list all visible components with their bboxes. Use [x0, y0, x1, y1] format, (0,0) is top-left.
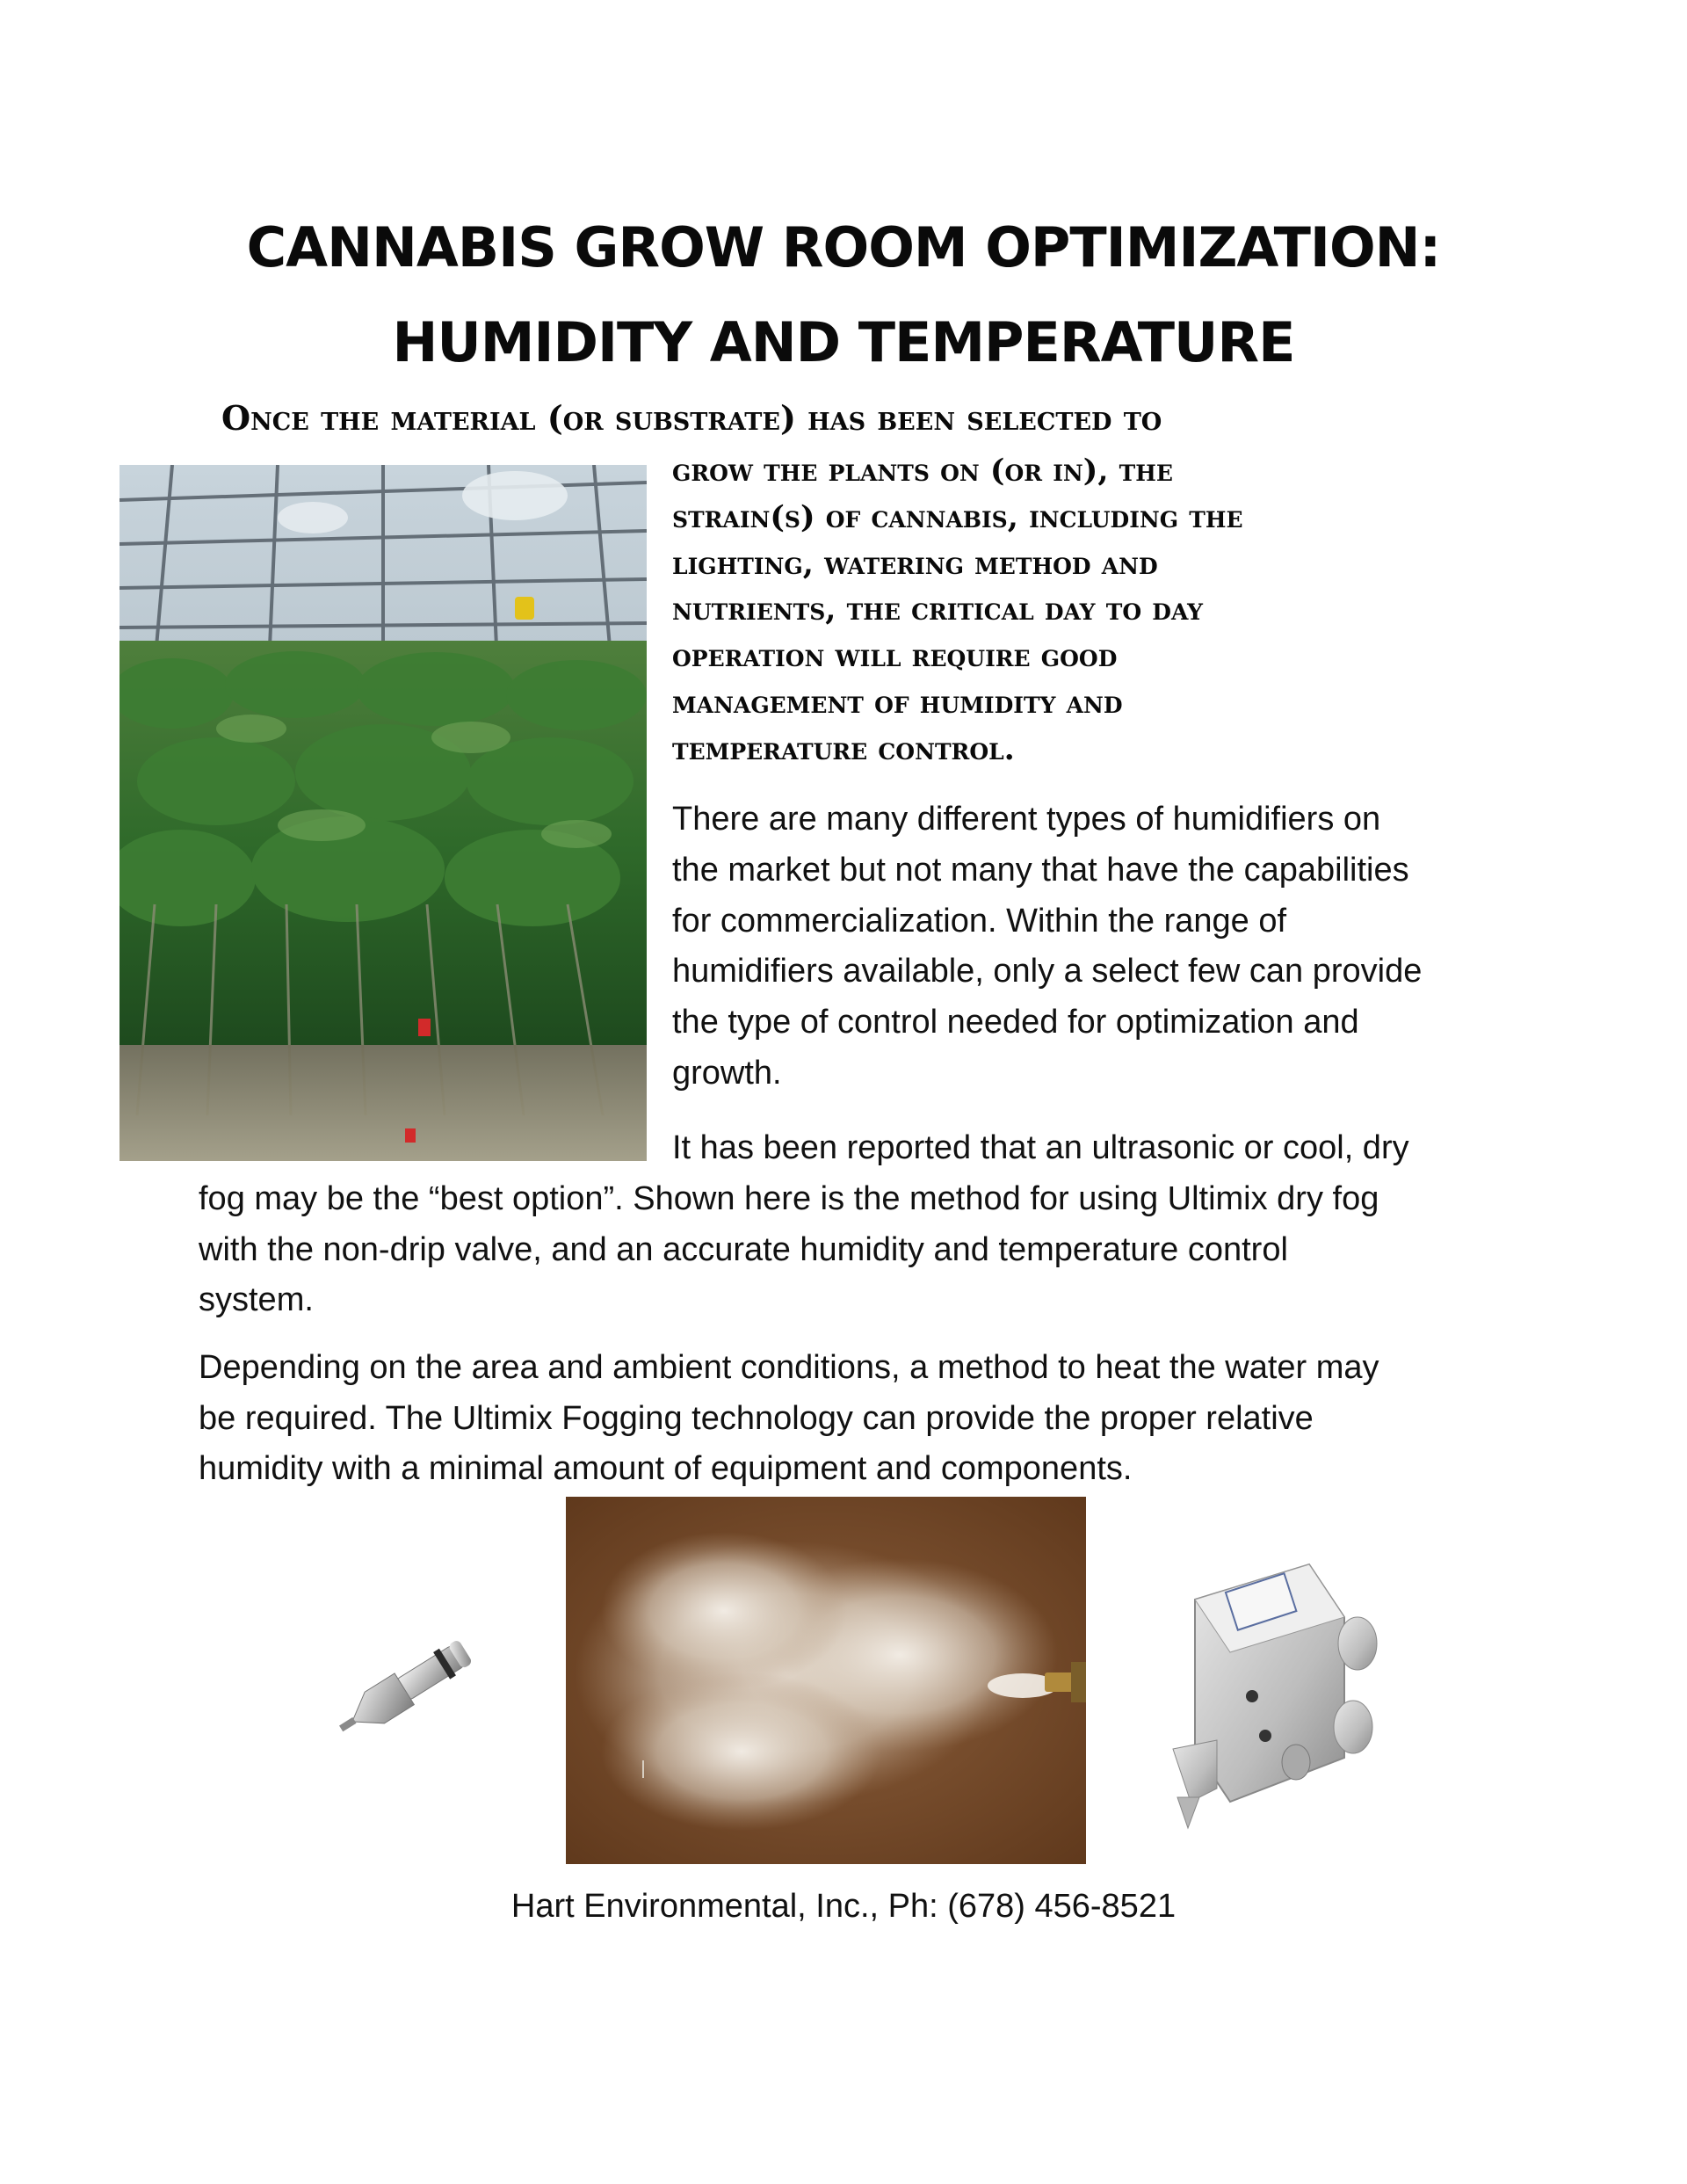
fog-spray-photo [566, 1497, 1086, 1864]
paragraph-2-line-3: with the non-drip valve, and an accurate humidity and temperature control [199, 1230, 1288, 1268]
lead-line-2: grow the plants on (or in), the [672, 453, 1173, 489]
paragraph-1-line-4: humidifiers available, only a select few can provide [672, 953, 1423, 990]
nozzle-photo [316, 1600, 501, 1775]
paragraph-3-line-3: humidity with a minimal amount of equipment and components. [199, 1450, 1133, 1487]
page-title [0, 200, 1687, 390]
lead-line-5: nutrients, the critical day to day [672, 591, 1203, 628]
paragraph-1-line-2: the market but not many that have the capabilities [672, 851, 1409, 889]
lead-line-4: lighting, watering method and [672, 545, 1158, 582]
paragraph-2-line-1: It has been reported that an ultrasonic or cool, dry [672, 1129, 1409, 1166]
title-line-1: CANNABIS GROW ROOM OPTIMIZATION: [246, 215, 1441, 279]
lead-paragraph [672, 448, 1243, 773]
footer-contact: Hart Environmental, Inc., Ph: (678) 456-8521 [510, 1888, 1177, 1925]
greenhouse-illustration [119, 465, 647, 1161]
paragraph-1-line-3: for commercialization. Within the range of [672, 902, 1287, 940]
paragraph-3-line-2: be required. The Ultimix Fogging technology can provide the proper relative [199, 1399, 1314, 1437]
lead-line-3: strain(s) of cannabis, including the [672, 498, 1243, 535]
paragraph-1 [672, 795, 1422, 1099]
paragraph-1-line-6: growth. [672, 1054, 782, 1092]
paragraph-1-line-1: There are many different types of humidifiers on [672, 801, 1381, 838]
paragraph-2-rest [199, 1174, 1379, 1326]
valve-photo [1133, 1547, 1397, 1837]
lead-line-7: management of humidity and [672, 684, 1123, 721]
paragraph-3-line-1: Depending on the area and ambient conditions, a method to heat the water may [199, 1349, 1379, 1386]
paragraph-2-line-2: fog may be the “best option”. Shown here is the method for using Ultimix dry fog [199, 1180, 1379, 1217]
title-line-2: HUMIDITY AND TEMPERATURE [392, 310, 1295, 374]
valve-illustration [1133, 1547, 1397, 1837]
paragraph-2-line-4: system. [199, 1281, 314, 1318]
paragraph-3 [199, 1343, 1379, 1495]
paragraph-1-line-5: the type of control needed for optimization and [672, 1004, 1359, 1041]
nozzle-illustration [316, 1600, 501, 1775]
lead-line-6: operation will require good [672, 638, 1118, 675]
lead-line-1: Once the material (or substrate) has been selected to [221, 398, 1162, 438]
greenhouse-photo [119, 465, 647, 1161]
fog-spray-illustration [566, 1497, 1086, 1864]
lead-line-8: temperature control. [672, 730, 1015, 767]
